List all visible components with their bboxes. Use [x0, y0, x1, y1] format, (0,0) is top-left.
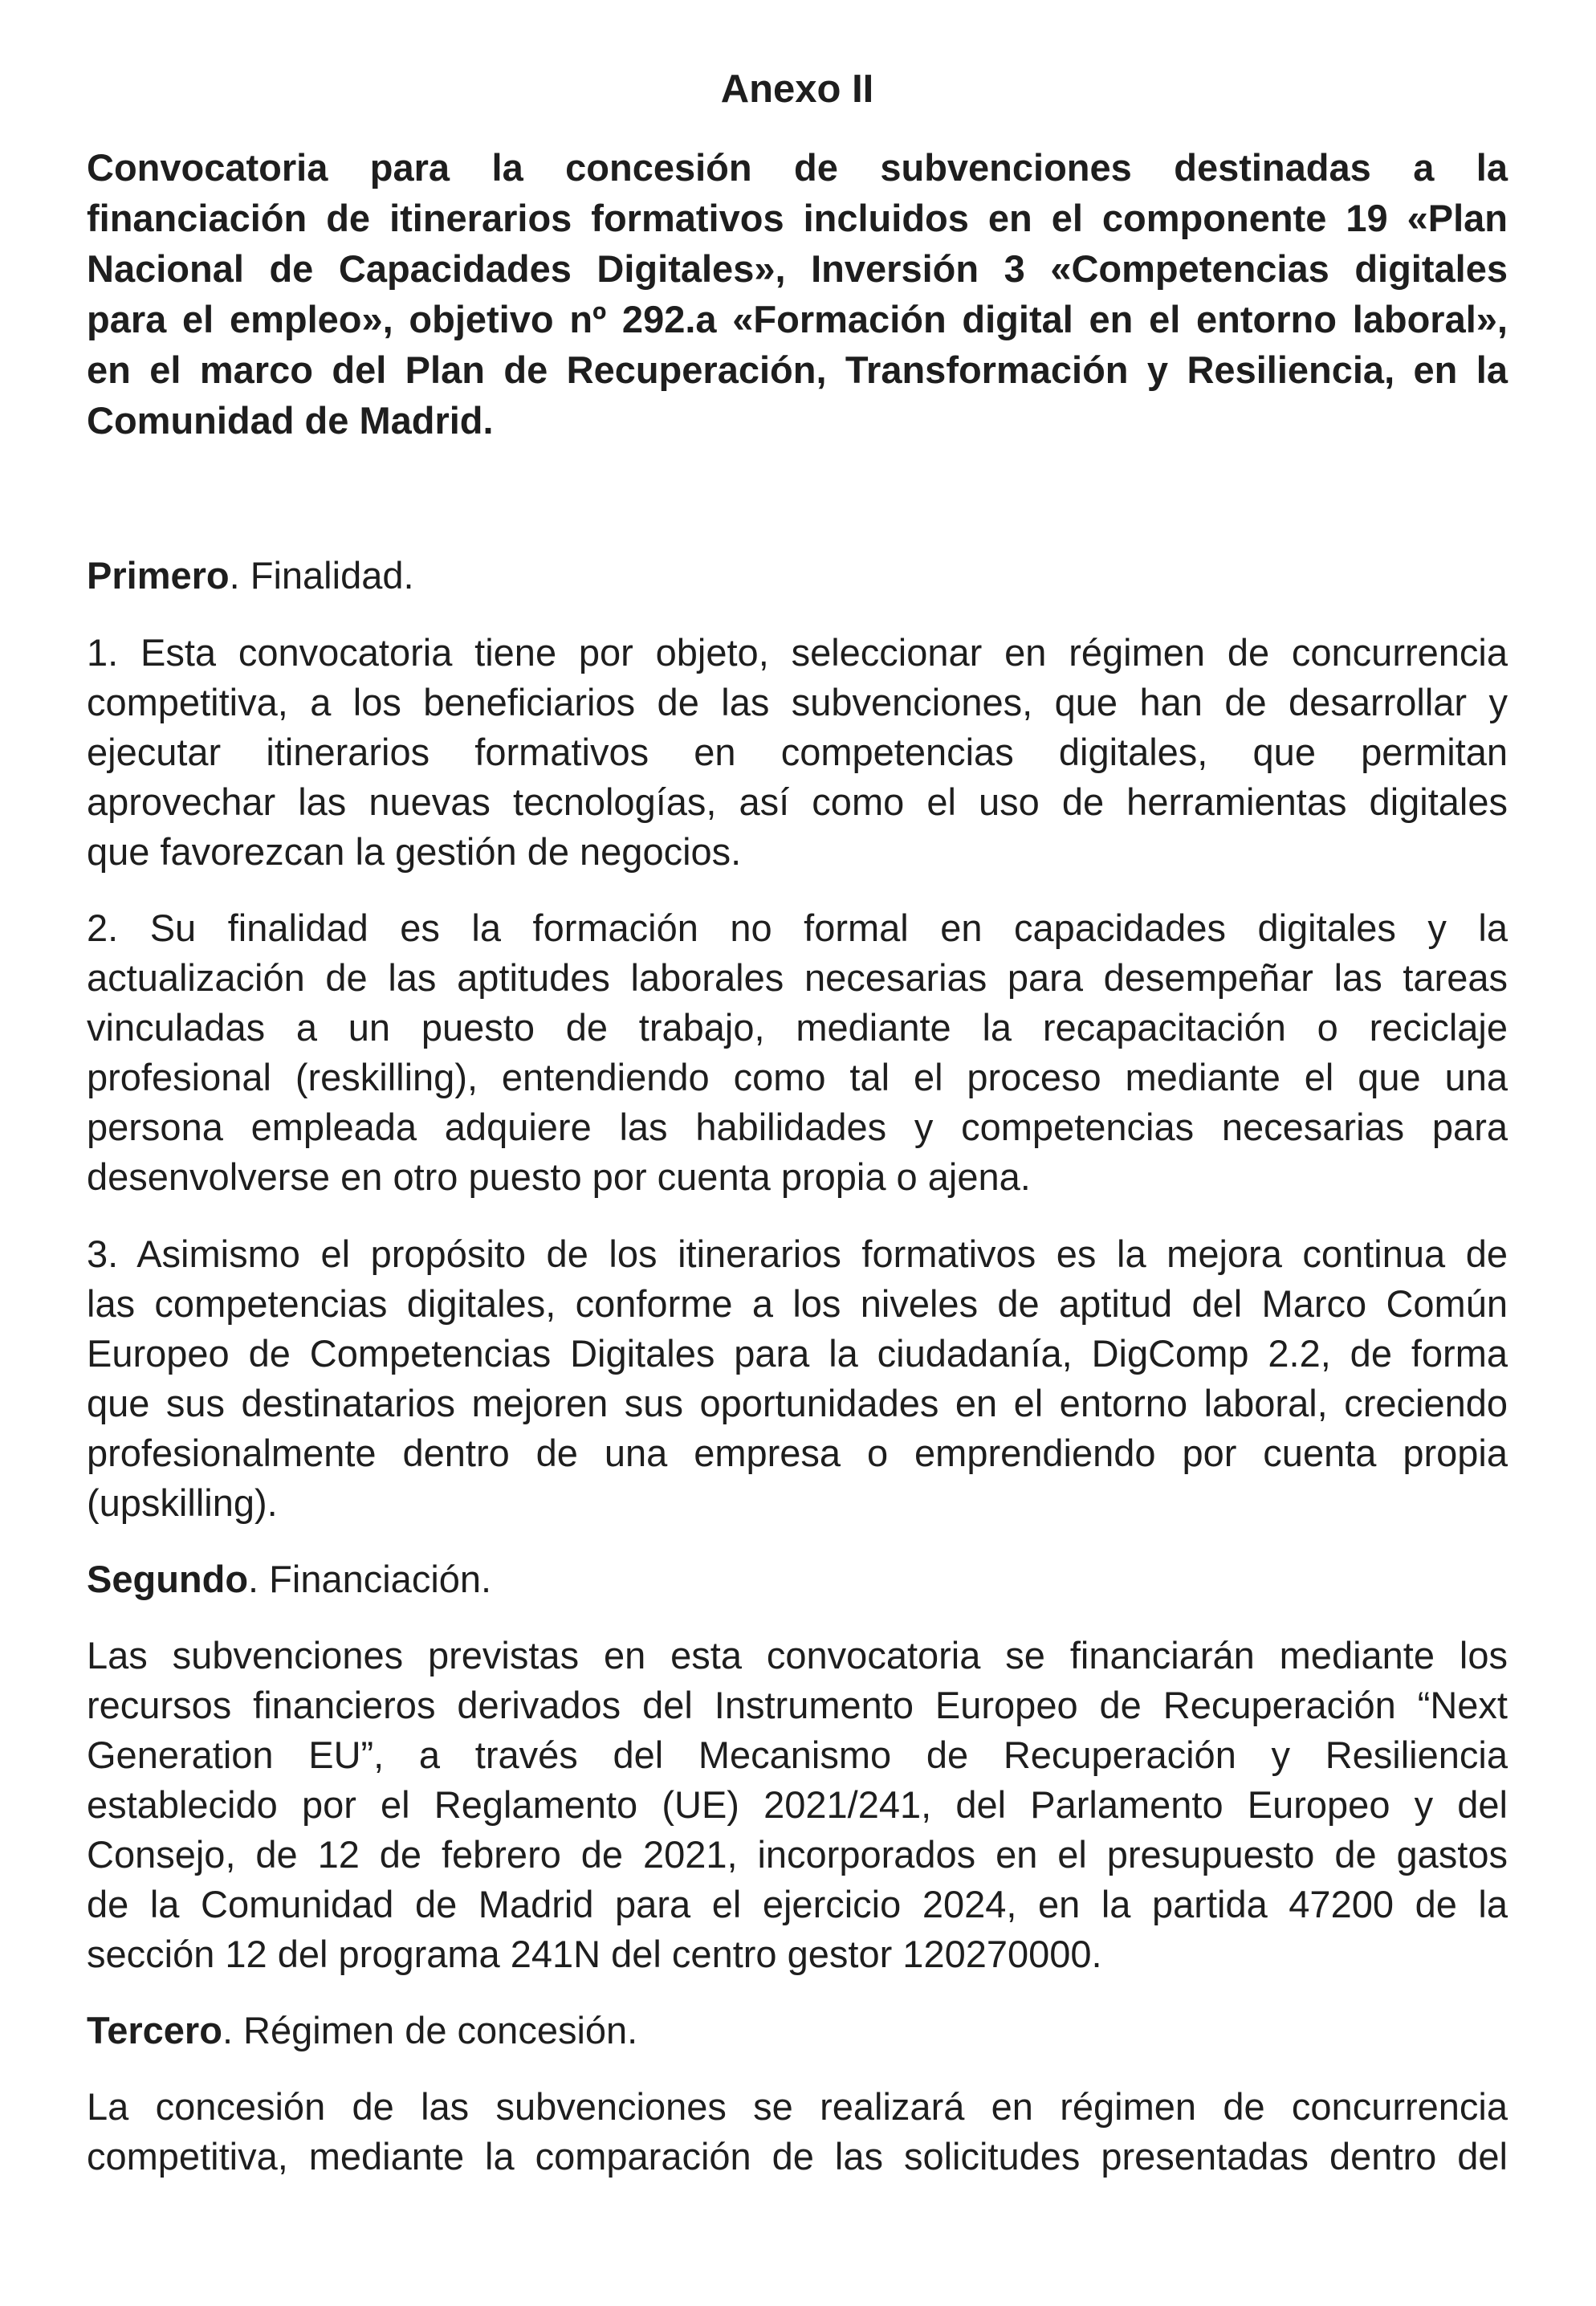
paragraph-concesion [87, 2082, 1508, 2182]
paragraph-line: desenvolverse en otro puesto por cuenta propia o ajena. [87, 1155, 1031, 1198]
title-line: Nacional de Capacidades Digitales», Inversión 3 «Competencias digitales [87, 247, 1508, 290]
section-number: Primero [87, 554, 230, 597]
section-heading-tercero [87, 2006, 637, 2055]
paragraph-line: que sus destinatarios mejoren sus oportunidades en el entorno laboral, creciendo [87, 1382, 1508, 1424]
paragraph-line: Consejo, de 12 de febrero de 2021, incorporados en el presupuesto de gastos [87, 1833, 1508, 1876]
section-title: . Financiación. [248, 1558, 492, 1600]
paragraph-line: competitiva, a los beneficiarios de las subvenciones, que han de desarrollar y [87, 681, 1508, 723]
paragraph-line: (upskilling). [87, 1481, 278, 1524]
paragraph-line: profesionalmente dentro de una empresa o emprendiendo por cuenta propia [87, 1432, 1508, 1474]
paragraph-1 [87, 628, 1508, 877]
section-number: Tercero [87, 2009, 222, 2051]
paragraph-line: aprovechar las nuevas tecnologías, así como el uso de herramientas digitales [87, 780, 1508, 823]
paragraph-line: Europeo de Competencias Digitales para la ciudadanía, DigComp 2.2, de forma [87, 1332, 1508, 1375]
paragraph-line: establecido por el Reglamento (UE) 2021/241, del Parlamento Europeo y del [87, 1783, 1508, 1826]
annex-title: Anexo II [720, 67, 874, 111]
section-title: . Finalidad. [229, 554, 414, 597]
paragraph-line: 3. Asimismo el propósito de los itinerarios formativos es la mejora continua de [87, 1232, 1508, 1275]
title-line: Convocatoria para la concesión de subvenciones destinadas a la [87, 146, 1508, 189]
paragraph-2 [87, 903, 1508, 1202]
section-heading-primero [87, 551, 414, 601]
paragraph-line: profesional (reskilling), entendiendo como tal el proceso mediante el que una [87, 1056, 1508, 1098]
paragraph-line: vinculadas a un puesto de trabajo, mediante la recapacitación o reciclaje [87, 1006, 1508, 1049]
paragraph-line: 2. Su finalidad es la formación no formal en capacidades digitales y la [87, 907, 1508, 949]
paragraph-line: sección 12 del programa 241N del centro gestor 120270000. [87, 1933, 1102, 1975]
paragraph-line: recursos financieros derivados del Instrumento Europeo de Recuperación “Next [87, 1684, 1508, 1726]
paragraph-line: actualización de las aptitudes laborales necesarias para desempeñar las tareas [87, 956, 1508, 999]
title-line: financiación de itinerarios formativos incluidos en el componente 19 «Plan [87, 197, 1508, 239]
paragraph-line: que favorezcan la gestión de negocios. [87, 830, 742, 873]
document-title [87, 142, 1508, 446]
paragraph-line: las competencias digitales, conforme a los niveles de aptitud del Marco Común [87, 1282, 1508, 1325]
paragraph-3 [87, 1229, 1508, 1528]
section-number: Segundo [87, 1558, 249, 1600]
title-line: Comunidad de Madrid. [87, 399, 494, 442]
paragraph-line: Generation EU”, a través del Mecanismo de Recuperación y Resiliencia [87, 1734, 1508, 1776]
paragraph-line: ejecutar itinerarios formativos en competencias digitales, que permitan [87, 731, 1508, 773]
paragraph-line: 1. Esta convocatoria tiene por objeto, seleccionar en régimen de concurrencia [87, 631, 1508, 674]
paragraph-line: La concesión de las subvenciones se realizará en régimen de concurrencia [87, 2085, 1508, 2128]
paragraph-line: persona empleada adquiere las habilidades y competencias necesarias para [87, 1106, 1508, 1148]
paragraph-line: competitiva, mediante la comparación de las solicitudes presentadas dentro del [87, 2135, 1508, 2178]
section-title: . Régimen de concesión. [222, 2009, 638, 2051]
paragraph-line: Las subvenciones previstas en esta convocatoria se financiarán mediante los [87, 1634, 1508, 1677]
section-heading-segundo [87, 1554, 491, 1604]
paragraph-line: de la Comunidad de Madrid para el ejercicio 2024, en la partida 47200 de la [87, 1883, 1508, 1925]
title-line: para el empleo», objetivo nº 292.a «Formación digital en el entorno laboral», [87, 298, 1508, 340]
title-line: en el marco del Plan de Recuperación, Transformación y Resiliencia, en la [87, 348, 1508, 391]
paragraph-financiacion [87, 1631, 1508, 1979]
